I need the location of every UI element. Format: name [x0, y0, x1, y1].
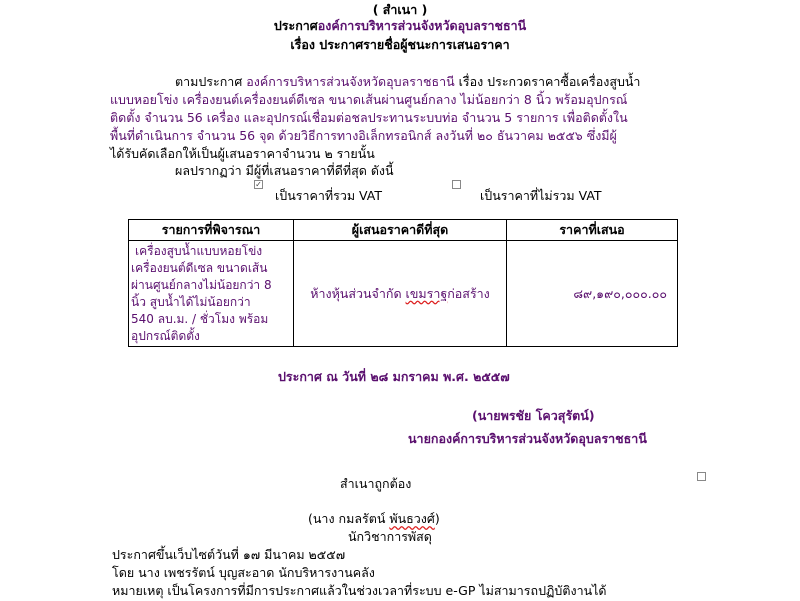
item-line: นิ้ว สูบน้ำได้ไม่น้อยกว่า	[131, 294, 251, 309]
body-line-2: แบบหอยโข่ง เครื่องยนต์เครื่องยนต์ดีเซล ขนาดเส้นผ่านศูนย์กลาง ไม่น้อยกว่า 8 นิ้ว พร้อมอุปกรณ์	[110, 92, 628, 107]
certified-name-prefix: (นาง กมลรัตน์	[308, 511, 390, 526]
body-line-3: ติดตั้ง จำนวน 56 เครื่อง และอุปกรณ์เชื่อมต่อชลประทานระบบท่อ จำนวน 5 รายการ เพื่อติดตั้งใน	[110, 110, 628, 125]
document-subject: เรื่อง ประกาศรายชื่อผู้ชนะการเสนอราคา	[290, 37, 510, 52]
body-line-6: ผลปรากฏว่า มีผู้ที่เสนอราคาที่ดีที่สุด ดังนี้	[175, 163, 394, 178]
header-item: รายการที่พิจารณา	[129, 220, 294, 241]
table-row	[129, 241, 678, 347]
item-line: อุปกรณ์ติดตั้ง	[131, 328, 200, 343]
body-line-1-a: ตามประกาศ	[175, 74, 247, 89]
vat-include-checkbox[interactable]	[254, 180, 263, 189]
title-prefix: ประกาศ	[273, 18, 318, 33]
item-line: 540 ลบ.ม. / ชั่วโมง พร้อม	[131, 311, 269, 326]
table-header-row	[129, 220, 678, 241]
price-cell: ๘๙,๑๙๐,๐๐๐.๐๐	[507, 241, 678, 347]
body-line-1	[175, 72, 640, 92]
vat-include-label: เป็นราคาที่รวม VAT	[275, 188, 383, 203]
body-line-1-org: องค์การบริหารส่วนจังหวัดอุบลราชธานี	[246, 74, 455, 89]
header-winner: ผู้เสนอราคาดีที่สุด	[294, 220, 507, 241]
document-title	[0, 16, 800, 36]
vat-exclude-checkbox[interactable]	[452, 180, 461, 189]
body-line-4: พื้นที่ดำเนินการ จำนวน 56 จุด ด้วยวิธีการทางอิเล็กทรอนิกส์ ลงวันที่ ๒๐ ธันวาคม ๒๕๕๖ ซึ่งมีผู้	[110, 128, 617, 143]
body-line-5: ได้รับคัดเลือกให้เป็นผู้เสนอราคาจำนวน ๒ รายนั้น	[110, 146, 375, 161]
small-box-icon	[697, 472, 706, 481]
announce-date: ประกาศ ณ วันที่ ๒๘ มกราคม พ.ศ. ๒๕๕๗	[278, 369, 510, 384]
check-icon: ✓	[255, 180, 262, 189]
item-line: เครื่องสูบน้ำแบบหอยโข่ง	[135, 243, 263, 258]
certified-surname: พันธวงศ์	[389, 511, 435, 526]
signer-name: (นายพรชัย โควสุรัตน์)	[472, 408, 595, 423]
title-organization: องค์การบริหารส่วนจังหวัดอุบลราชธานี	[317, 18, 527, 33]
item-line: เครื่องยนต์ดีเซล ขนาดเส้น	[131, 260, 268, 275]
footer-posted: ประกาศขึ้นเว็บไซต์วันที่ ๑๗ มีนาคม ๒๕๕๗	[112, 547, 346, 562]
winner-name: เขมราฐ	[405, 285, 448, 301]
item-line: ผ่านศูนย์กลางไม่น้อยกว่า 8	[131, 277, 272, 292]
result-table	[128, 219, 678, 347]
body-line-1-b: เรื่อง ประกวดราคาซื้อเครื่องสูบน้ำ	[454, 74, 641, 89]
signer-title: นายกองค์การบริหารส่วนจังหวัดอุบลราชธานี	[408, 431, 647, 446]
winner-suffix: ก่อสร้าง	[447, 285, 490, 301]
footer-by: โดย นาง เพชรรัตน์ บุญสะอาด นักบริหารงานคลัง	[112, 565, 375, 580]
copy-label: ( สำเนา )	[372, 2, 428, 17]
item-cell	[129, 241, 294, 347]
certified-label: สำเนาถูกต้อง	[340, 476, 412, 491]
certified-name	[308, 509, 440, 529]
certified-name-suffix: )	[434, 511, 440, 526]
vat-exclude-label: เป็นราคาที่ไม่รวม VAT	[480, 188, 602, 203]
footer-note: หมายเหตุ เป็นโครงการที่มีการประกาศแล้วในช่วงเวลาที่ระบบ e-GP ไม่สามารถปฏิบัติงานได้	[112, 583, 607, 598]
certified-title: นักวิชาการพัสดุ	[348, 529, 432, 544]
winner-prefix: ห้างหุ้นส่วนจำกัด	[310, 285, 406, 301]
winner-cell	[294, 241, 507, 347]
header-price: ราคาที่เสนอ	[507, 220, 678, 241]
